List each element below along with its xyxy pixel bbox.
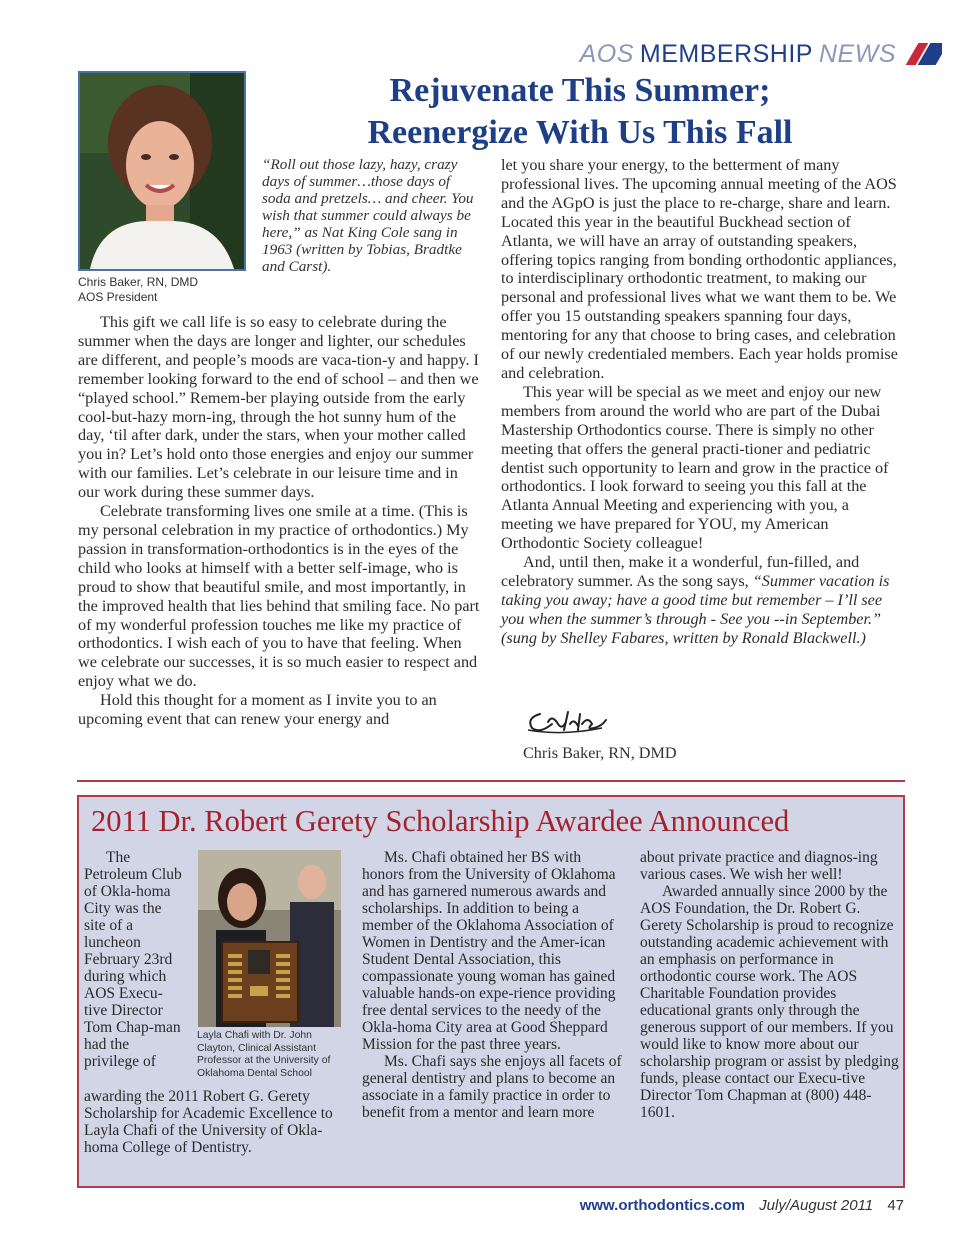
- scholarship-title: 2011 Dr. Robert Gerety Scholarship Awardee Announced: [91, 804, 790, 838]
- scholarship-column-2: [362, 849, 624, 1121]
- article-column-2: [501, 156, 899, 648]
- paragraph: This gift we call life is so easy to celebrate during the summer when the days are longer and lighter, our schedules are different, and people’s moods are vaca-tion-y and happy. I remember looking forward to the end of school – and then we “played school.” Remem-ber playing outside from the early cool-but-hazy morn-ing, through the hot sunny hum of the day, ‘til after dark, under the stars, when your mother called you in? Let’s hold onto those energies and enjoy our summer with our families. Let’s celebrate in our leisure time and in our work during these summer days.: [78, 313, 479, 502]
- photo-caption: [78, 275, 258, 305]
- header-stripes-icon: [902, 43, 942, 65]
- opening-quote: “Roll out those lazy, hazy, crazy days of summer…those days of soda and pretzels… and cheer. You wish that summer could always be here,” as Nat King Cole sang in 1963 (written by Tobias, Bradtke and Carst).: [262, 156, 474, 275]
- paragraph: [501, 553, 899, 648]
- paragraph: let you share your energy, to the betterment of many professional lives. The upcoming annual meeting of the AOS and the AGpO is just the place to re-charge, share and learn. Located this year in the beautiful Buckhead section of Atlanta, we will have an array of outstanding speakers, offering topics ranging from bonding orthodontic appliances, to interdisciplinary orthodontic treatment, to making our personal and professional lives what we want them to be. We offer you 15 outstanding speakers spanning four days, mentoring for any that choose to bring cases, and celebration of our newly credentialed members. Each year holds promise and celebration.: [501, 156, 898, 382]
- footer-issue-date: July/August 2011: [759, 1197, 874, 1214]
- paragraph: Ms. Chafi says she enjoys all facets of general dentistry and plans to become an associate in a family practice in order to benefit from a mentor and learn more: [362, 1053, 622, 1121]
- scholarship-intro-continued: [84, 1088, 344, 1156]
- footer-url[interactable]: www.orthodontics.com: [579, 1197, 745, 1214]
- scholarship-column-3: [640, 849, 902, 1121]
- paragraph: Hold this thought for a moment as I invite you to an upcoming event that can renew your energy and: [78, 691, 437, 729]
- header-news: NEWS: [819, 39, 896, 68]
- awardee-photo: [198, 850, 341, 1027]
- paragraph: awarding the 2011 Robert G. Gerety Scholarship for Academic Excellence to Layla Chafi of the University of Okla-homa College of Dentistry.: [84, 1088, 333, 1156]
- handwritten-signature: [522, 700, 612, 740]
- scholarship-intro: [84, 849, 184, 1070]
- paragraph: The Petroleum Club of Okla-homa City was the site of a luncheon February 23rd during which AOS Execu-tive Director Tom Chap-man had the privilege of: [84, 849, 182, 1070]
- paragraph: Celebrate transforming lives one smile at a time. (This is my personal celebration in my practice of orthodontics.) My passion in transformation-orthodontics is in the eyes of the child who looks at himself with a better self-image, who is proud to show that beautiful smile, and most importantly, in the improved health that lies behind that smiling face. No part of my wonderful profession touches me like my practice of orthodontics. I wish each of you to have that feeling. When we celebrate our successes, it is so much easier to respect and enjoy what we do.: [78, 502, 480, 691]
- article-title: [300, 70, 860, 154]
- title-line-2: Reenergize With Us This Fall: [367, 114, 793, 151]
- title-line-1: Rejuvenate This Summer;: [389, 72, 771, 109]
- awardee-photo-caption: Layla Chafi with Dr. John Clayton, Clinical Assistant Professor at the University of Oklahoma Dental School: [197, 1030, 331, 1079]
- article-column-1: [78, 313, 482, 729]
- paragraph: Awarded annually since 2000 by the AOS Foundation, the Dr. Robert G. Gerety Scholarship is proud to recognize outstanding academic achievement with an emphasis on performance in orthodontic course work. The AOS Charitable Foundation provides educational grants only through the generous support of our members. If you would like to know more about our scholarship program or assist by pledging funds, please contact our Execu-tive Director Tom Chapman at (800) 448-1601.: [640, 883, 899, 1121]
- divider: [77, 780, 905, 782]
- author-photo: [78, 71, 246, 271]
- scholarship-box: [77, 795, 905, 1188]
- section-header: [580, 40, 942, 68]
- closing-lead: And, until then, make it a wonderful, fun-filled, and celebratory summer. As the song says,: [501, 553, 860, 590]
- caption-name: Chris Baker, RN, DMD: [78, 275, 199, 289]
- paragraph: about private practice and diagnos-ing various cases. We wish her well!: [640, 849, 878, 883]
- page-footer: [580, 1197, 904, 1214]
- page-number: 47: [887, 1197, 904, 1214]
- paragraph: This year will be special as we meet and enjoy our new members from around the world who are part of the Dubai Mastership Orthodontics course. There is simply no other meeting that offers the general practi-tioner and pediatric dentist such opportunity to learn and grow in the practice of orthodontics. I look forward to seeing you this fall at the Atlanta Annual Meeting and experiencing with you, a meeting we have prepared for YOU, my American Orthodontic Society colleague!: [501, 382, 889, 553]
- closing-quote: “Summer vacation is taking you away; have a good time but remember – I’ll see you when the summer’s through - See you --in September.” (sung by Shelley Fabares, written by Ronald Blackwell.): [501, 571, 890, 647]
- header-aos: AOS: [579, 39, 634, 68]
- signature-name: Chris Baker, RN, DMD: [523, 744, 677, 762]
- caption-title: AOS President: [78, 290, 158, 304]
- header-membership: MEMBERSHIP: [639, 39, 813, 68]
- paragraph: Ms. Chafi obtained her BS with honors from the University of Oklahoma and has garnered numerous awards and scholarships. In addition to being a member of the Oklahoma Association of Women in Dentistry and the Amer-ican Student Dental Association, this compassionate young woman has gained valuable hands-on expe-rience providing free dental services to the needy of the Okla-homa City area at Good Sheppard Mission for the past three years.: [362, 849, 616, 1053]
